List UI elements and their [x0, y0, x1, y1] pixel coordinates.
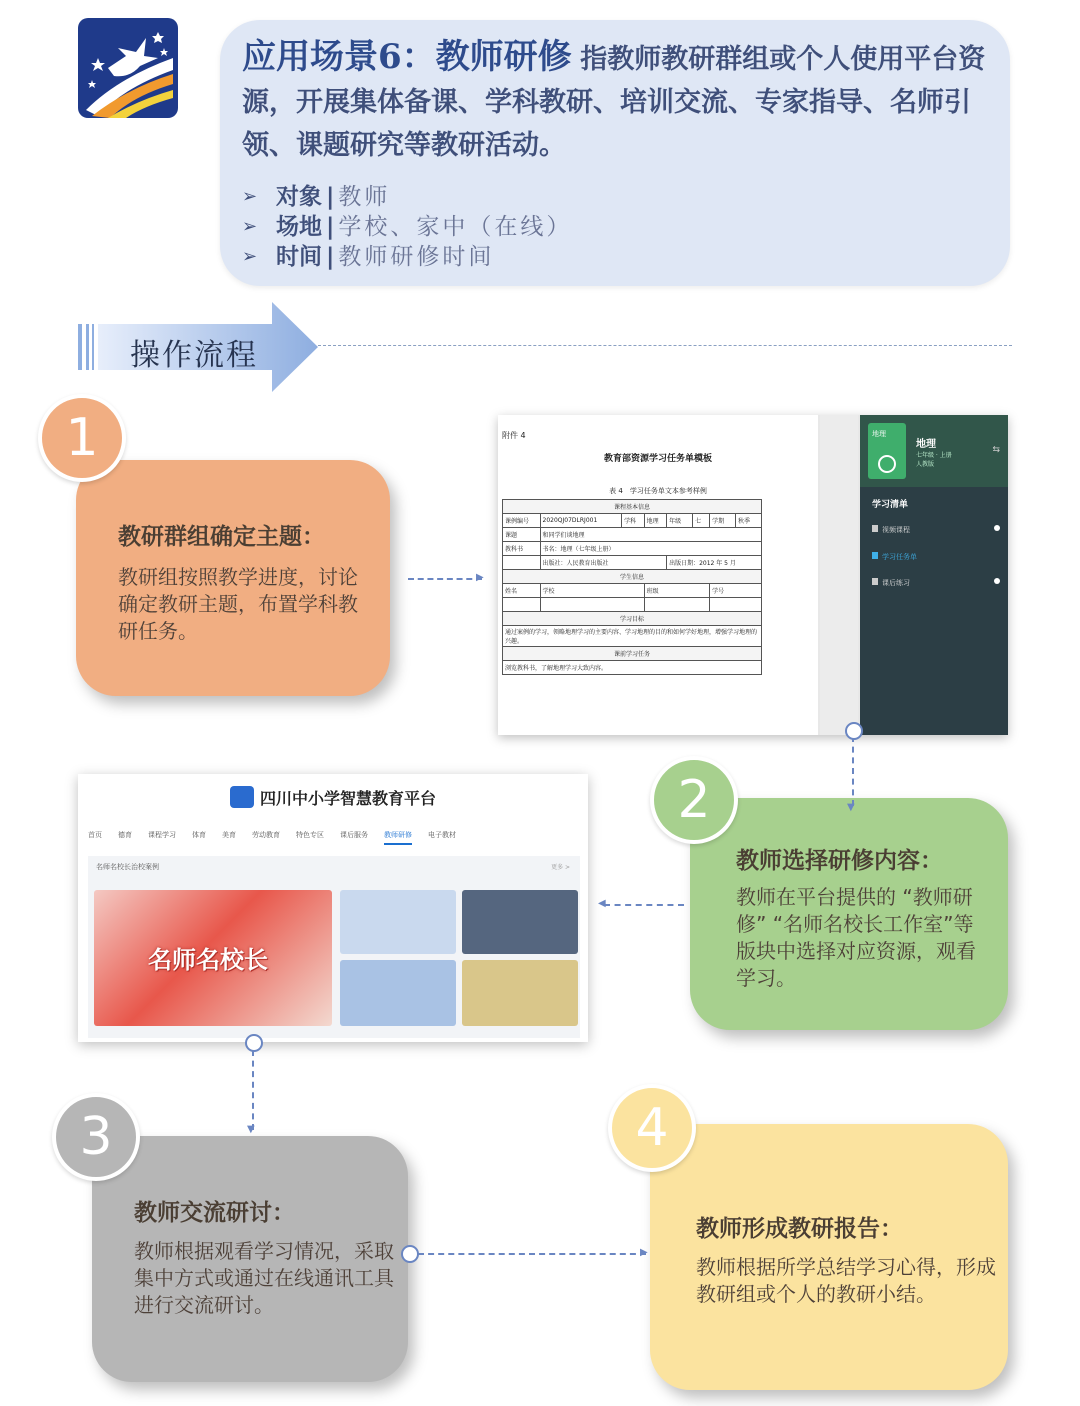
- arrow-right-icon: ➢: [242, 216, 258, 237]
- nav-item-after-school[interactable]: 课后服务: [340, 831, 368, 839]
- nav-item-special[interactable]: 特色专区: [296, 831, 324, 839]
- section-title: 操作流程: [130, 338, 258, 373]
- table-cell: 学号: [710, 584, 762, 598]
- study-list-title: 学习清单: [872, 500, 909, 510]
- platform-title: 四川中小学智慧教育平台: [260, 789, 437, 808]
- study-item-label: 学习任务单: [882, 553, 917, 561]
- nav-item-courses[interactable]: 课程学习: [148, 831, 176, 839]
- study-item-video[interactable]: [872, 525, 910, 535]
- attribute-value: 教师研修时间: [338, 244, 495, 270]
- table-header: 课程基本信息: [503, 500, 762, 514]
- connector-5: [418, 1253, 646, 1255]
- course-edition: 人教版: [916, 461, 935, 468]
- step-number-4: 4: [608, 1084, 696, 1172]
- nav-item-sports[interactable]: 体育: [192, 831, 206, 839]
- step-title: 教师交流研讨：: [134, 1199, 295, 1226]
- table-cell: 2020QJ07DLRJ001: [540, 514, 622, 528]
- table-cell: 书名：地理（七年级上册）: [540, 542, 761, 556]
- table-cell: 出版社：人民教育出版社: [540, 556, 667, 570]
- viewer-gutter: [820, 415, 858, 735]
- table-cell: 通过案例的学习，领略地理学习的主要内容、学习地理的目的和如何学好地理，增强学习地理的兴趣。: [503, 626, 762, 647]
- thumbnail-label: 地理: [872, 430, 886, 438]
- step-2-card: [690, 798, 1008, 1030]
- nav-item-home[interactable]: 首页: [88, 831, 102, 839]
- table-cell: 和同学们谈地理: [540, 528, 761, 542]
- table-cell: 秋季: [735, 514, 761, 528]
- section-heading: 名师名校长治校案例: [96, 863, 159, 871]
- attribute-sep: |: [326, 214, 335, 240]
- arrow-left-icon: ◀: [598, 898, 606, 909]
- study-item-label: 视频课程: [882, 526, 910, 534]
- table-cell: 学期: [710, 514, 736, 528]
- scenario-attributes: [242, 182, 572, 272]
- video-icon: [872, 525, 878, 532]
- step-1-card: [76, 460, 390, 696]
- table-caption: 表 4 学习任务单文本参考样例: [609, 487, 707, 495]
- document-icon: [872, 552, 878, 559]
- table-cell: 出版日期：2012 年 5 月: [667, 556, 762, 570]
- attribute-key: 对象: [276, 184, 322, 210]
- platform-content: [88, 856, 580, 1038]
- course-meta: [916, 451, 952, 469]
- course-grade: 七年级 · 上册: [916, 452, 952, 459]
- logo: [78, 18, 178, 118]
- platform-nav: [88, 830, 456, 845]
- connector-dot: [845, 722, 863, 740]
- table-cell: 七: [692, 514, 709, 528]
- status-dot: [994, 578, 1000, 584]
- connector-2: [852, 736, 854, 806]
- task-sheet-document: [498, 415, 818, 735]
- study-task-screenshot: [498, 415, 1008, 735]
- table-header: 学习目标: [503, 612, 762, 626]
- attribute-row-time: [242, 242, 572, 272]
- connector-4: [252, 1050, 254, 1130]
- table-cell: 姓名: [503, 584, 541, 598]
- table-header: 学生信息: [503, 570, 762, 584]
- step-3-card: [92, 1136, 408, 1382]
- step-4-card: [650, 1124, 1008, 1390]
- step-body: 教师在平台提供的 “教师研修” “名师名校长工作室”等版块中选择对应资源，观看学习。: [736, 885, 976, 990]
- study-item-task-sheet[interactable]: [872, 552, 917, 562]
- scenario-desc-text: 指教师教研群组或个人使用平台资源，开展集体备课、学科教研、培训交流、专家指导、名师引领、课题研究等教研活动。: [242, 44, 986, 161]
- featured-banner[interactable]: [94, 890, 332, 1026]
- table-cell: 课题: [503, 528, 541, 542]
- connector-dot: [401, 1245, 419, 1263]
- exercise-icon: [872, 578, 878, 585]
- scenario-title: 应用场景6：教师研修: [242, 37, 572, 77]
- section-divider: [318, 345, 1012, 346]
- arrow-down-icon: ▼: [847, 802, 855, 813]
- table-cell: 浏览教科书，了解地理学习大致内容。: [503, 661, 762, 675]
- nav-item-textbooks[interactable]: 电子教材: [428, 831, 456, 839]
- globe-icon: [878, 455, 896, 473]
- table-cell: 学校: [540, 584, 644, 598]
- table-cell: 教科书: [503, 542, 541, 556]
- nav-item-arts[interactable]: 美育: [222, 831, 236, 839]
- video-card[interactable]: [340, 890, 456, 954]
- video-card[interactable]: [462, 890, 578, 954]
- step-title: 教师选择研修内容：: [736, 847, 943, 874]
- status-dot: [994, 525, 1000, 531]
- step-body: 教师根据所学总结学习心得，形成教研组或个人的教研小结。: [696, 1255, 996, 1306]
- table-cell: 班级: [644, 584, 710, 598]
- scenario-header: [220, 20, 1010, 286]
- platform-logo-icon: [230, 786, 254, 808]
- course-sidebar: [860, 415, 1008, 735]
- course-thumbnail: [868, 423, 906, 479]
- task-table: [502, 499, 762, 675]
- table-cell: 年级: [667, 514, 693, 528]
- annex-label: 附件 4: [502, 431, 526, 440]
- step-number-1: 1: [38, 394, 126, 482]
- video-card[interactable]: [340, 960, 456, 1026]
- table-cell: 课例编号: [503, 514, 541, 528]
- platform-screenshot: [78, 774, 588, 1042]
- connector-1: [408, 578, 482, 580]
- study-item-exercise[interactable]: [872, 578, 910, 588]
- arrow-right-icon: ▶: [476, 572, 484, 583]
- nav-item-moral[interactable]: 德育: [118, 831, 132, 839]
- scenario-description: [242, 36, 1002, 167]
- table-cell: 学科: [622, 514, 645, 528]
- nav-item-teacher-training[interactable]: 教师研修: [384, 830, 412, 845]
- document-title: 教育部资源学习任务单模板: [603, 454, 712, 464]
- attribute-row-place: [242, 212, 572, 242]
- video-card[interactable]: [462, 960, 578, 1026]
- attribute-key: 场地: [276, 214, 322, 240]
- step-number-2: 2: [650, 756, 738, 844]
- swap-icon[interactable]: ⇆: [992, 445, 1000, 455]
- table-header: 课前学习任务: [503, 647, 762, 661]
- arrow-right-icon: ➢: [242, 246, 258, 267]
- attribute-sep: |: [326, 244, 335, 270]
- attribute-value: 学校、家中（在线）: [338, 214, 573, 240]
- arrow-down-icon: ▼: [247, 1124, 255, 1135]
- banner-text: 名师名校长: [148, 946, 268, 974]
- more-link[interactable]: 更多 >: [551, 864, 570, 871]
- attribute-value: 教师: [338, 184, 391, 210]
- step-body: 教研组按照教学进度，讨论确定教研主题，布置学科教研任务。: [118, 565, 358, 643]
- arrow-right-icon: ▶: [640, 1247, 648, 1258]
- attribute-row-target: [242, 182, 572, 212]
- step-title: 教师形成教研报告：: [696, 1215, 903, 1242]
- step-title: 教研群组确定主题：: [118, 523, 325, 550]
- study-item-label: 课后练习: [882, 579, 910, 587]
- step-number-3: 3: [52, 1093, 140, 1181]
- connector-dot: [245, 1034, 263, 1052]
- course-subject: 地理: [916, 439, 936, 450]
- course-info: [860, 415, 1008, 487]
- nav-item-labor[interactable]: 劳动教育: [252, 831, 280, 839]
- attribute-key: 时间: [276, 244, 322, 270]
- step-body: 教师根据观看学习情况，采取集中方式或通过在线通讯工具进行交流研讨。: [134, 1239, 394, 1317]
- table-cell: 地理: [644, 514, 667, 528]
- arrow-right-icon: ➢: [242, 186, 258, 207]
- attribute-sep: |: [326, 184, 335, 210]
- connector-3: [604, 904, 684, 906]
